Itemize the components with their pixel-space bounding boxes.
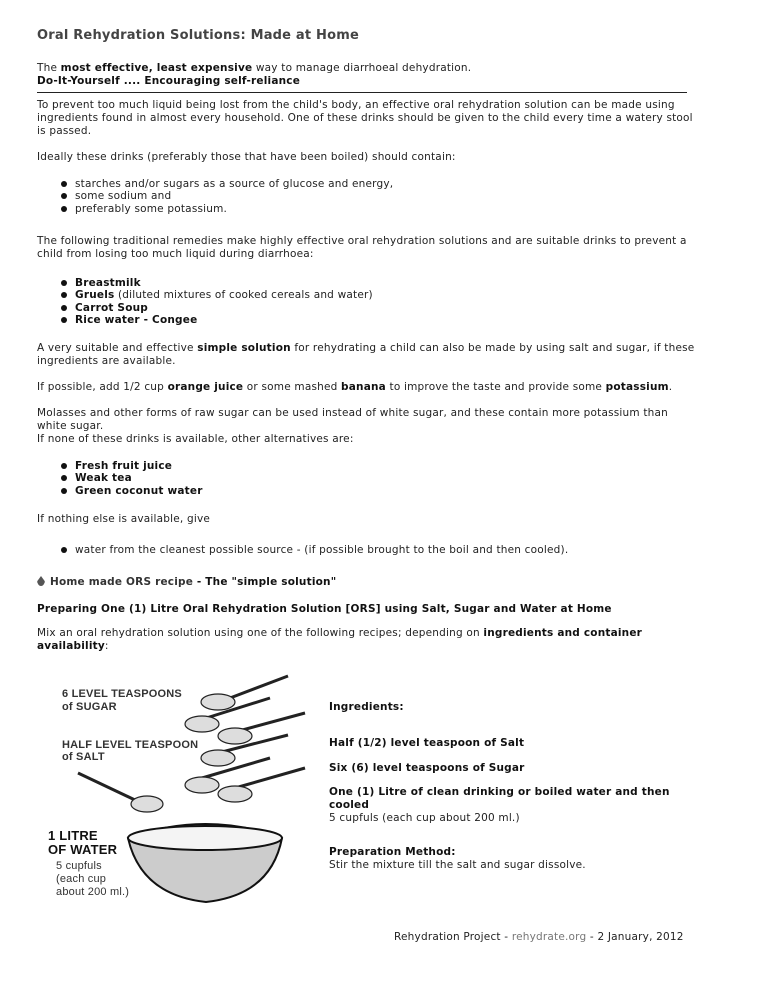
remedy-desc: (diluted mixtures of cooked cereals and water) <box>114 289 373 302</box>
recipe-link[interactable]: Home made ORS recipe <box>50 576 194 588</box>
text: for rehydrating a child can also be made by using salt and sugar, if these ingredients are available. <box>37 342 695 367</box>
paragraph: The following traditional remedies make highly effective oral rehydration solutions and are suitable drinks to prevent a child from losing too much liquid during diarrhoea: <box>37 235 687 260</box>
bold-text: ingredients and container availability <box>37 627 643 652</box>
footer-text: Rehydration Project - <box>394 931 512 943</box>
paragraph: To prevent too much liquid being lost from the child's body, an effective oral rehydration solution can be made using ingredients found in almost every household. One of these drinks should be given to the child every time a watery stool is passed. <box>37 99 693 137</box>
ingredient-cups: 5 cupfuls (each cup about 200 ml.) <box>329 812 520 824</box>
image-label: 6 LEVEL TEASPOONS <box>62 688 182 700</box>
list-item <box>37 460 697 472</box>
alternatives-list <box>37 460 697 497</box>
text: : <box>104 640 109 652</box>
paragraph: Ideally these drinks (preferably those that have been boiled) should contain: <box>37 151 456 163</box>
contain-list <box>37 178 697 215</box>
page-title: Oral Rehydration Solutions: Made at Home <box>37 28 360 43</box>
paragraph <box>37 627 657 653</box>
ingredient-salt: Half (1/2) level teaspoon of Salt <box>329 737 525 749</box>
ingredient-sugar: Six (6) level teaspoons of Sugar <box>329 762 525 774</box>
list-item <box>37 277 697 289</box>
image-label: 5 cupfuls <box>56 860 102 872</box>
intro-bold: most effective, least expensive <box>60 62 253 74</box>
prep-heading <box>37 603 697 616</box>
footer <box>394 931 684 943</box>
list-item <box>37 289 697 301</box>
image-label: OF WATER <box>48 842 118 857</box>
remedies-list <box>37 277 697 326</box>
list-item: some sodium and <box>37 190 697 202</box>
paragraph <box>37 381 697 394</box>
bold-text: potassium <box>605 381 669 393</box>
ingredients <box>329 701 689 872</box>
recipe-heading <box>37 576 697 589</box>
alt-name: Fresh fruit juice <box>75 460 173 472</box>
image-label: of SUGAR <box>62 701 117 713</box>
water-drop-icon <box>37 576 45 586</box>
text: to improve the taste and provide some <box>385 381 606 393</box>
footer-date: - 2 January, 2012 <box>586 931 684 943</box>
bold-text: simple solution <box>197 342 291 354</box>
intro-text: way to manage diarrhoeal dehydration. <box>252 62 472 74</box>
paragraph: Molasses and other forms of raw sugar can be used instead of white sugar, and these contain more potassium than white sugar. <box>37 407 669 432</box>
method-text: Stir the mixture till the salt and sugar dissolve. <box>329 859 586 871</box>
list-item: preferably some potassium. <box>37 203 697 215</box>
prep-heading-text: Preparing One (1) Litre Oral Rehydration Solution [ORS] using Salt, Sugar and Water at Home <box>37 603 612 615</box>
image-label: about 200 ml.) <box>56 886 130 898</box>
text: If possible, add 1/2 cup <box>37 381 168 393</box>
list-item <box>37 485 697 497</box>
list-item <box>37 302 697 314</box>
image-label: (each cup <box>56 873 107 885</box>
text: A very suitable and effective <box>37 342 198 354</box>
image-label: of SALT <box>62 751 105 763</box>
list-item: starches and/or sugars as a source of glucose and energy, <box>37 178 697 190</box>
image-label: HALF LEVEL TEASPOON <box>62 739 199 751</box>
image-label: 1 LITRE <box>48 828 98 843</box>
divider <box>37 92 687 93</box>
last-list <box>37 544 697 556</box>
text: or some mashed <box>243 381 342 393</box>
text: Mix an oral rehydration solution using one of the following recipes; depending on <box>37 627 484 639</box>
text: . <box>668 381 673 393</box>
bold-text: banana <box>341 381 386 393</box>
ingredient-water: One (1) Litre of clean drinking or boiled water and then cooled <box>329 786 670 811</box>
alt-name: Weak tea <box>75 472 132 485</box>
remedy-name: Rice water - Congee <box>75 313 198 326</box>
alt-name: Green coconut water <box>75 484 203 497</box>
ors-illustration <box>30 670 330 910</box>
remedy-name: Carrot Soup <box>75 301 149 314</box>
list-item <box>37 472 697 484</box>
bold-text: orange juice <box>167 381 244 393</box>
paragraph: If nothing else is available, give <box>37 513 211 525</box>
intro <box>37 62 697 88</box>
bowl-icon <box>128 824 282 902</box>
remedy-name: Breastmilk <box>75 277 141 289</box>
ingredients-heading: Ingredients: <box>329 701 404 713</box>
recipe-subtitle: - The "simple solution" <box>193 576 337 588</box>
intro-text: The <box>37 62 61 74</box>
list-item: water from the cleanest possible source - (if possible brought to the boil and then cooled). <box>37 544 697 556</box>
remedy-name: Gruels <box>75 289 115 302</box>
method-heading: Preparation Method: <box>329 846 456 858</box>
paragraph: If none of these drinks is available, other alternatives are: <box>37 433 354 445</box>
footer-link[interactable]: rehydrate.org <box>511 931 587 943</box>
list-item <box>37 314 697 326</box>
paragraph <box>37 342 697 368</box>
intro-tagline: Do-It-Yourself .... Encouraging self-reliance <box>37 75 301 87</box>
